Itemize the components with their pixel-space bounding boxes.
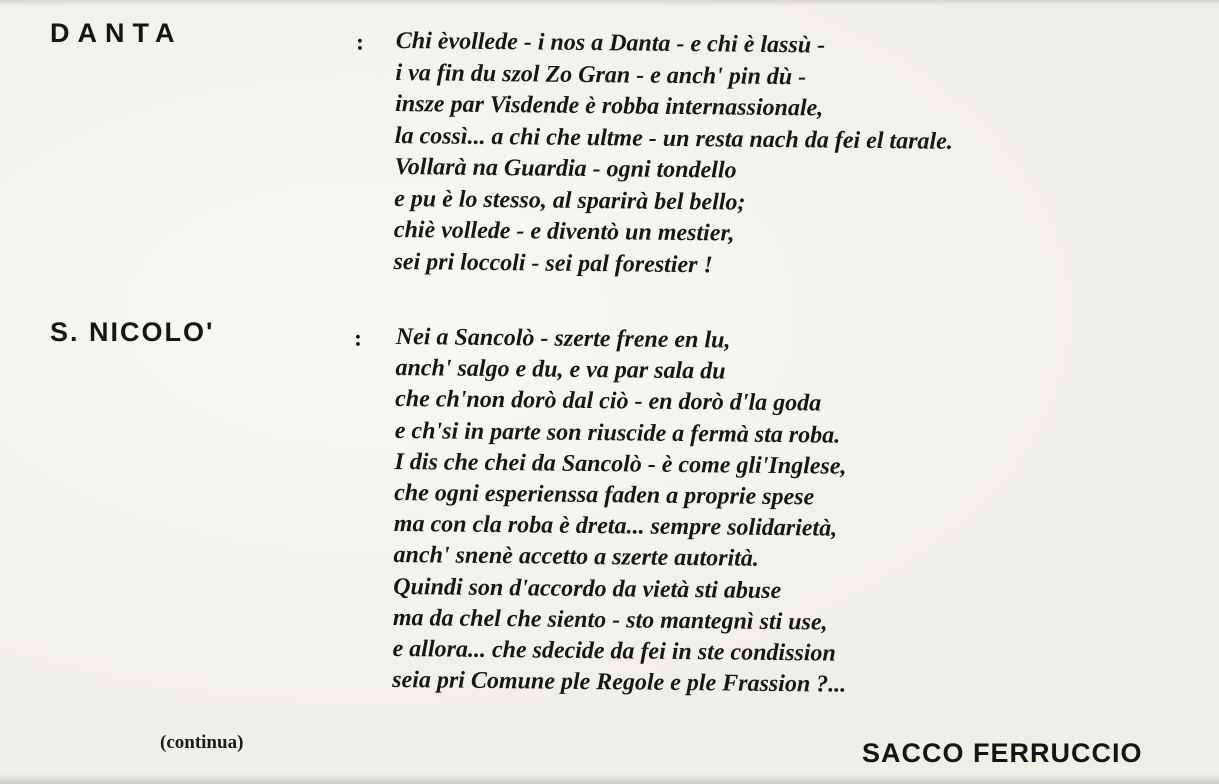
speaker-separator: : bbox=[356, 30, 364, 56]
verse-danta bbox=[393, 26, 954, 284]
verse-line: Quindi son d'accordo da vietà sti abuse bbox=[393, 573, 782, 604]
top-edge-shadow bbox=[0, 0, 1219, 6]
verse-line: la cossì... a chi che ultme - un resta nach da fei el tarale. bbox=[394, 122, 953, 155]
continued-note: (continua) bbox=[160, 732, 244, 753]
verse-line: sei pri loccoli - sei pal forestier ! bbox=[393, 248, 713, 278]
verse-s-nicolo bbox=[392, 322, 850, 701]
verse-line: seia pri Comune ple Regole e ple Frassion ?... bbox=[392, 667, 847, 698]
verse-line: Nei a Sancolò - szerte frene en lu, bbox=[395, 323, 731, 354]
author-signature: SACCO FERRUCCIO bbox=[862, 738, 1143, 768]
verse-line: ma con cla roba è dreta... sempre solidarietà, bbox=[393, 511, 838, 542]
verse-line: ma da chel che siento - sto mantegnì sti use, bbox=[392, 604, 828, 636]
verse-line: i va fin du szol Zo Gran - e anch' pin dù - bbox=[395, 59, 807, 90]
speaker-s-nicolo: S. NICOLO' bbox=[50, 317, 215, 347]
bottom-edge-shadow bbox=[0, 774, 1219, 784]
verse-line: insze par Visdende è robba internassionale, bbox=[395, 90, 824, 122]
verse-line: e ch'si in parte son riuscide a fermà sta roba. bbox=[394, 417, 841, 449]
verse-line: anch' salgo e du, e va par sala du bbox=[395, 355, 726, 385]
verse-line: e pu è lo stesso, al sparirà bel bello; bbox=[394, 185, 746, 216]
verse-line: che ogni esperienssa faden a proprie spese bbox=[394, 480, 815, 511]
verse-line: chiè vollede - e diventò un mestier, bbox=[393, 216, 735, 247]
speaker-separator: : bbox=[354, 326, 362, 352]
verse-line: Chi èvollede - i nos a Danta - e chi è lassù - bbox=[395, 27, 826, 59]
verse-line: che ch'non dorò dal ciò - en dorò d'la goda bbox=[395, 386, 822, 417]
verse-line: Vollarà na Guardia - ogni tondello bbox=[394, 153, 737, 184]
verse-line: I dis che chei da Sancolò - è come gli'Inglese, bbox=[394, 448, 847, 480]
verse-line: e allora... che sdecide da fei in ste condission bbox=[392, 636, 836, 667]
verse-line: anch' snenè accetto a szerte autorità. bbox=[393, 542, 760, 573]
speaker-danta: DANTA bbox=[50, 18, 183, 48]
